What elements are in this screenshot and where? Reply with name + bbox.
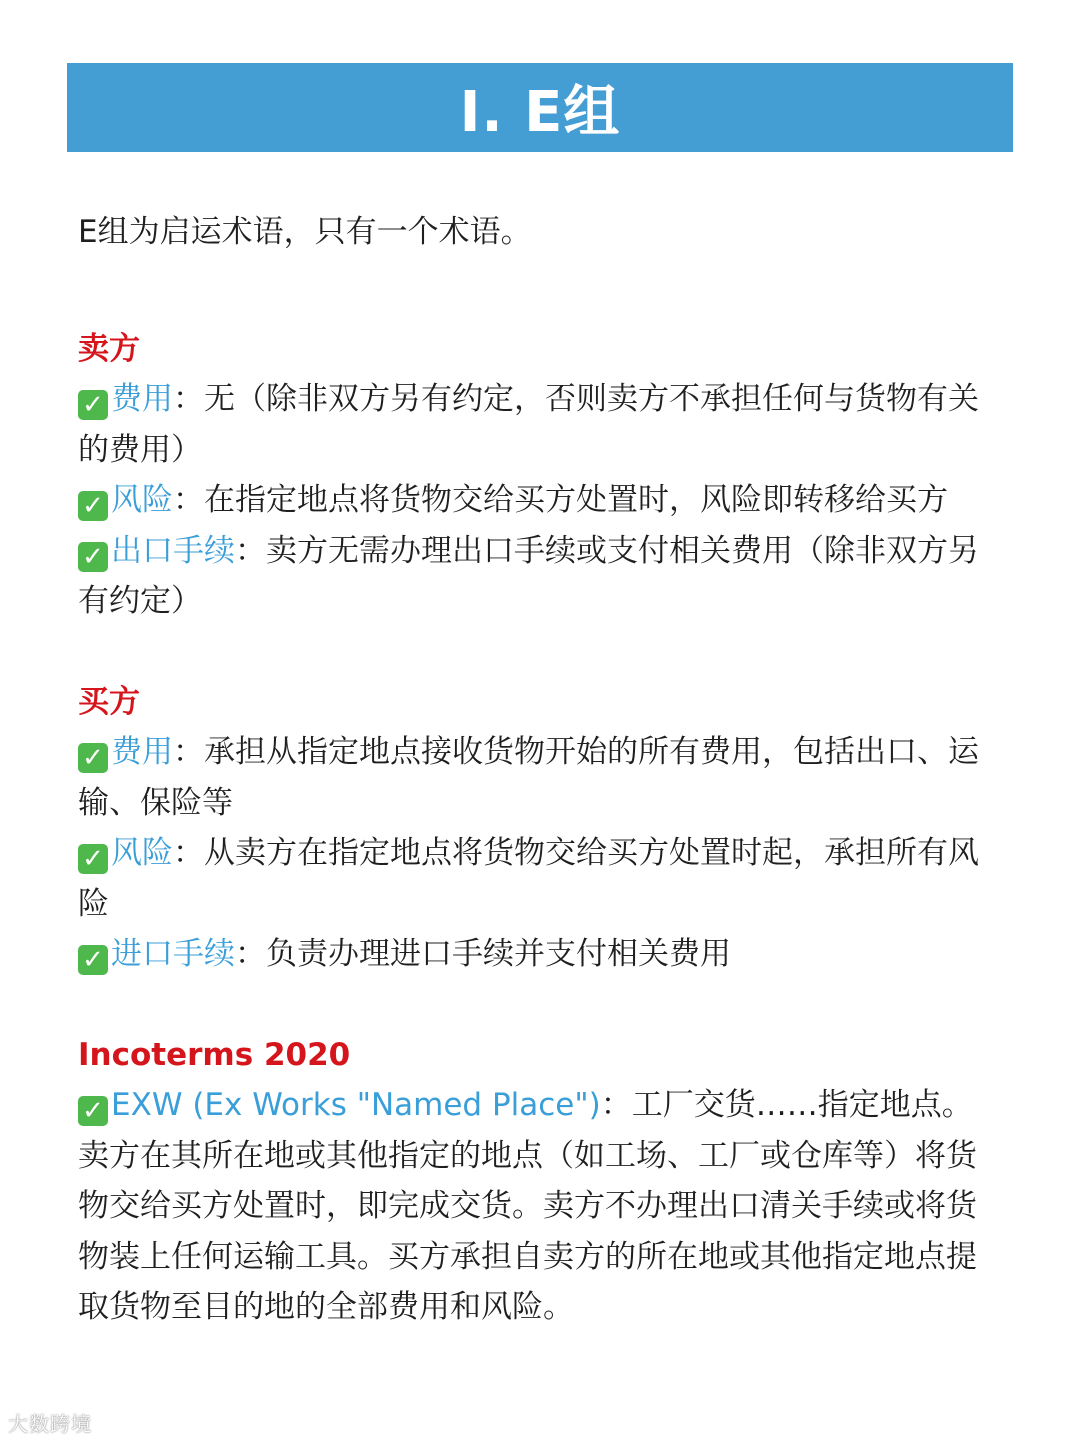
buyer-section — [78, 677, 990, 980]
list-item — [78, 526, 990, 627]
checkmark-icon: ✓ — [78, 491, 108, 521]
checkmark-icon: ✓ — [78, 844, 108, 874]
item-key: 费用 — [111, 734, 173, 770]
item-sep: ： — [173, 482, 204, 518]
checkmark-icon: ✓ — [78, 743, 108, 773]
item-sep: ： — [235, 532, 266, 569]
item-text: 在指定地点将货物交给买方处置时，风险即转移给买方 — [204, 482, 948, 518]
title-banner — [67, 63, 1013, 152]
section-heading-buyer: 买方 — [78, 683, 140, 720]
item-sep: ： — [173, 734, 204, 770]
section-heading-incoterms: Incoterms 2020 — [78, 1036, 351, 1073]
article-body — [78, 207, 990, 1383]
item-sep: ： — [173, 381, 204, 417]
seller-section — [78, 324, 990, 627]
item-text: 从卖方在指定地点将货物交给买方处置时起，承担所有风险 — [78, 835, 979, 922]
list-item — [78, 828, 990, 929]
item-sep: ： — [600, 1087, 632, 1123]
item-key: 进口手续 — [111, 936, 235, 972]
list-item — [78, 929, 990, 980]
item-key: 风险 — [111, 482, 173, 518]
item-text: 工厂交货……指定地点。卖方在其所在地或其他指定的地点（如工场、工厂或仓库等）将货物交给买方处置时，即完成交货。卖方不办理出口清关手续或将货物装上任何运输工具。买方承担自卖方的所在地或其他指定地点提取货物至目的地的全部费用和风险。 — [78, 1087, 977, 1325]
intro-text: E组为启运术语，只有一个术语。 — [78, 214, 532, 250]
item-sep: ： — [235, 936, 266, 972]
item-key: 出口手续 — [111, 532, 235, 569]
page-title: I. E组 — [459, 79, 621, 145]
list-item — [78, 374, 990, 475]
watermark: 大数跨境 — [8, 1412, 92, 1436]
incoterms-section — [78, 1030, 990, 1333]
list-item — [78, 475, 990, 526]
section-heading-seller: 卖方 — [78, 330, 140, 367]
item-key: EXW (Ex Works "Named Place") — [111, 1087, 601, 1123]
list-item — [78, 1080, 990, 1333]
list-item — [78, 727, 990, 828]
item-text: 无（除非双方另有约定，否则卖方不承担任何与货物有关的费用） — [78, 381, 979, 468]
checkmark-icon: ✓ — [78, 542, 108, 572]
item-key: 费用 — [111, 381, 173, 417]
item-text: 承担从指定地点接收货物开始的所有费用，包括出口、运输、保险等 — [78, 734, 979, 821]
checkmark-icon: ✓ — [78, 945, 108, 975]
item-text: 卖方无需办理出口手续或支付相关费用（除非双方另有约定） — [78, 532, 979, 619]
checkmark-icon: ✓ — [78, 1096, 108, 1126]
checkmark-icon: ✓ — [78, 390, 108, 420]
item-text: 负责办理进口手续并支付相关费用 — [266, 936, 731, 972]
item-sep: ： — [173, 835, 204, 871]
item-key: 风险 — [111, 835, 173, 871]
